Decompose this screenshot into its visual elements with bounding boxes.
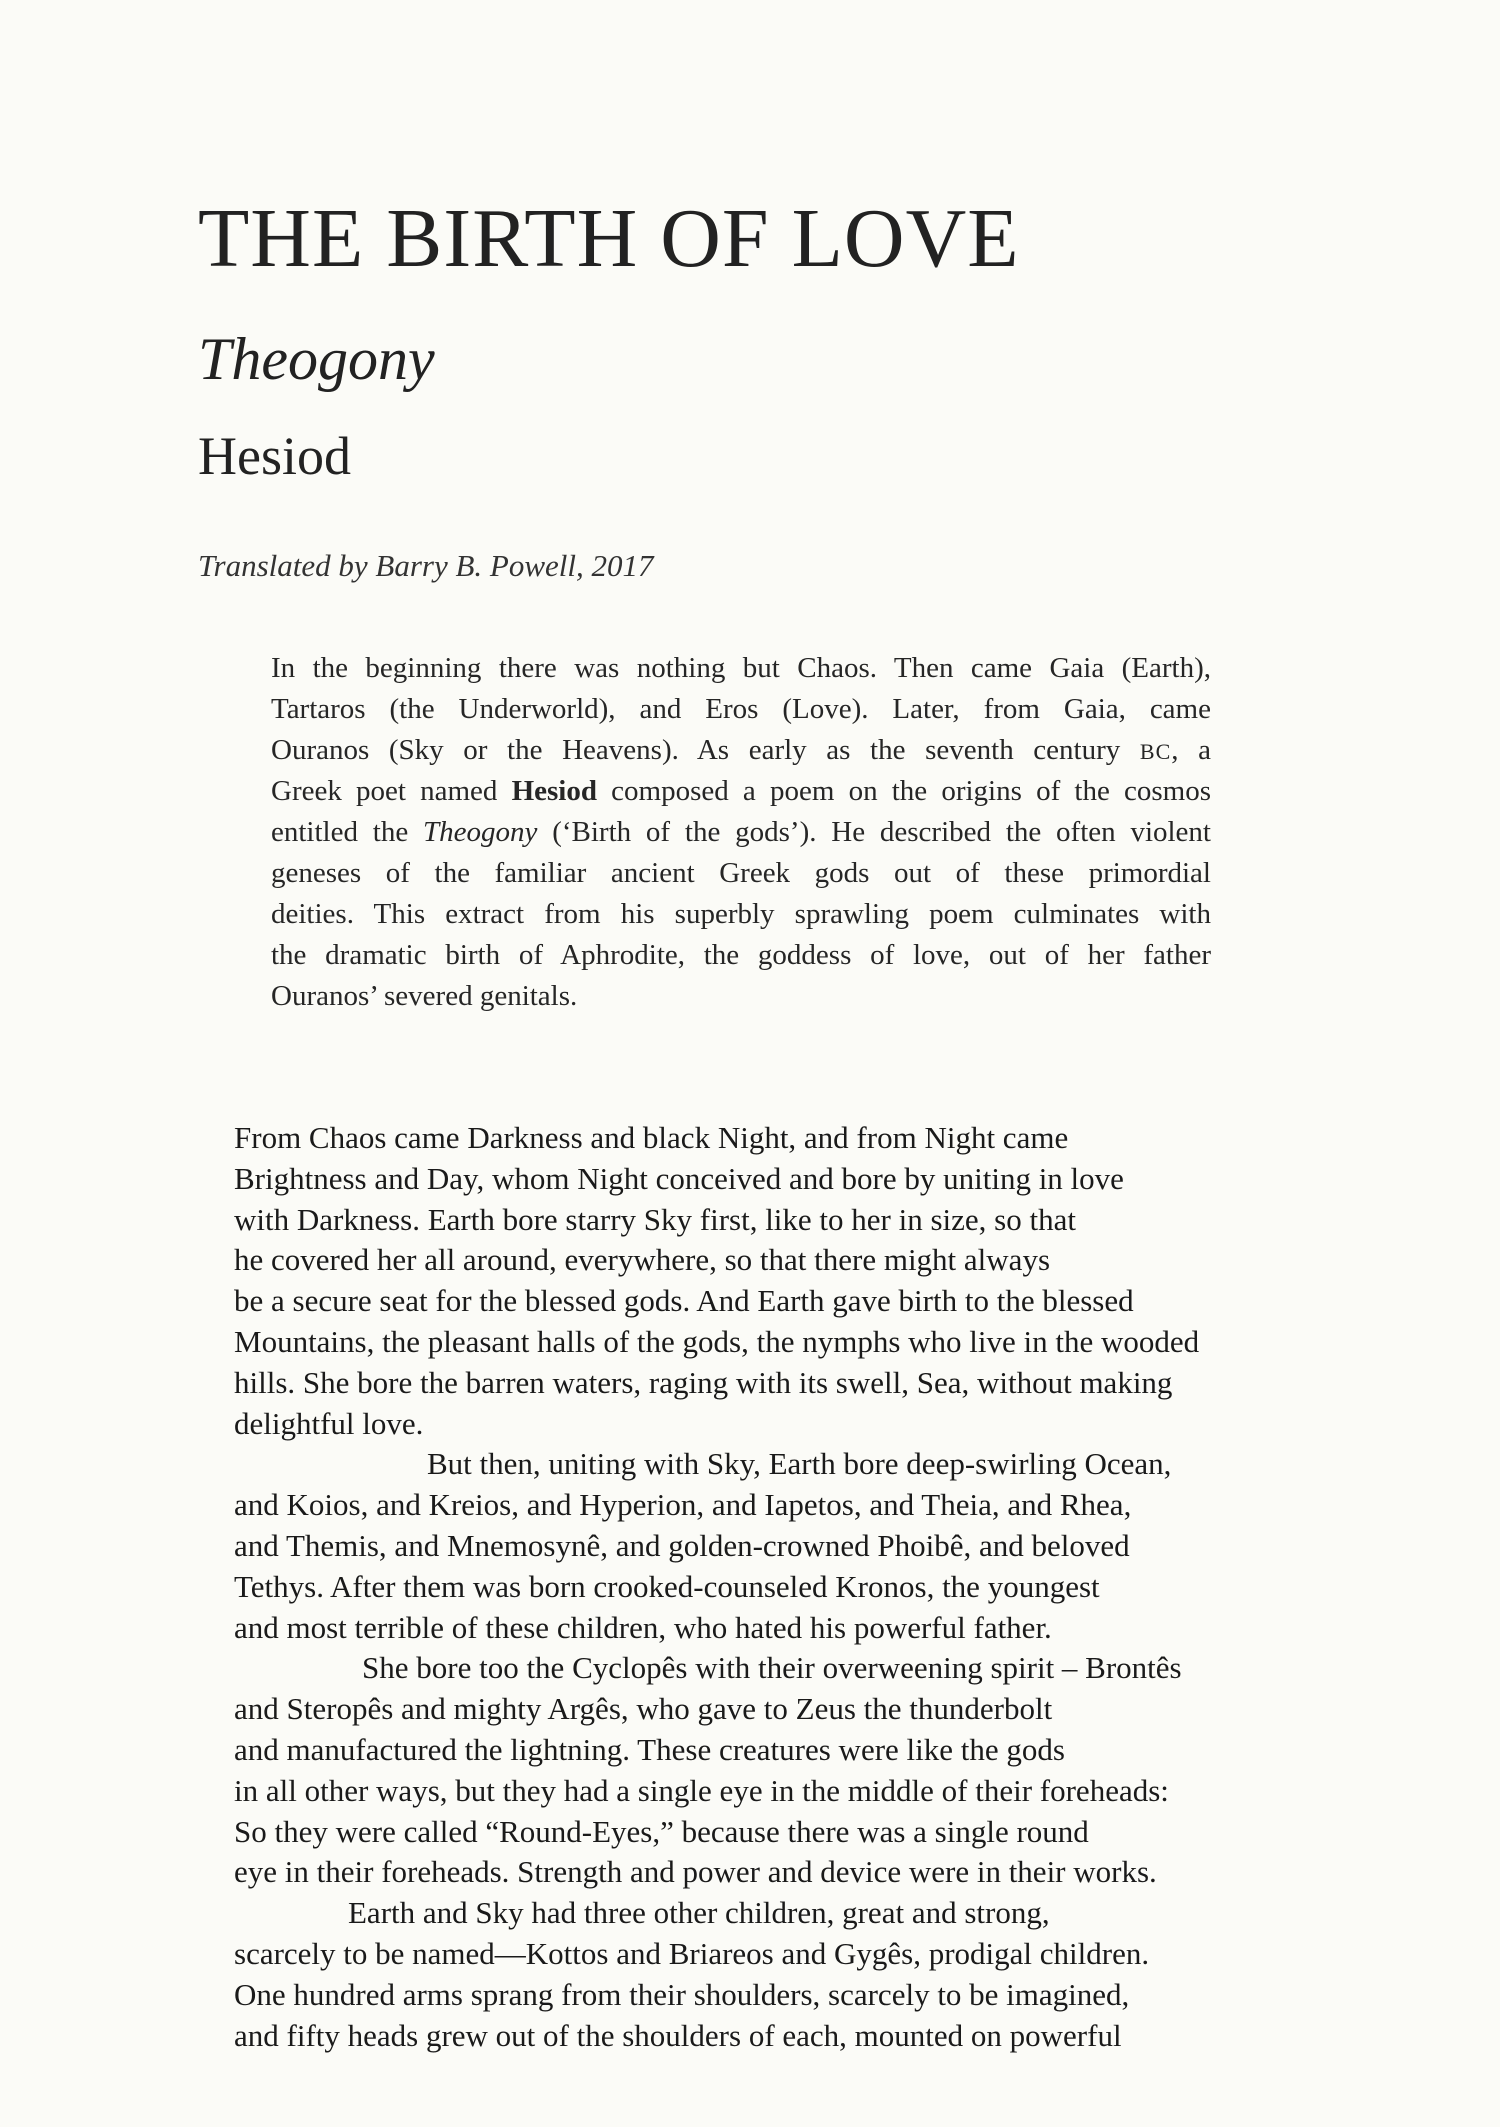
poem-line: But then, uniting with Sky, Earth bore deep-swirling Ocean, — [427, 1446, 1172, 1482]
intro-text: , a — [1171, 734, 1211, 766]
chapter-title: THE BIRTH OF LOVE — [198, 192, 1020, 285]
poem-line: Earth and Sky had three other children, great and strong, — [348, 1895, 1050, 1931]
intro-line: Tartaros (the Underworld), and Eros (Love). Later, from Gaia, came — [271, 693, 1211, 725]
intro-text: (‘Birth of the gods’). He described the often violent — [537, 816, 1211, 848]
translator-credit: Translated by Barry B. Powell, 2017 — [198, 548, 654, 583]
poem-text — [234, 1118, 1314, 2056]
poem-line: delightful love. — [234, 1405, 424, 1441]
work-title-reference: Theogony — [423, 816, 538, 848]
poem-line: he covered her all around, everywhere, so that there might always — [234, 1242, 1051, 1278]
author-name: Hesiod — [198, 426, 351, 486]
poem-line: be a secure seat for the blessed gods. And Earth gave birth to the blessed — [234, 1283, 1134, 1319]
intro-line — [271, 771, 1211, 812]
work-title: Theogony — [198, 326, 435, 392]
poem-line: hills. She bore the barren waters, raging with its swell, Sea, without making — [234, 1364, 1173, 1400]
poem-line: and most terrible of these children, who hated his powerful father. — [234, 1609, 1052, 1645]
poem-line: and Koios, and Kreios, and Hyperion, and Iapetos, and Theia, and Rhea, — [234, 1487, 1132, 1523]
intro-line: In the beginning there was nothing but Chaos. Then came Gaia (Earth), — [271, 652, 1211, 684]
poem-line: and fifty heads grew out of the shoulders of each, mounted on powerful — [234, 2017, 1122, 2053]
intro-line — [271, 812, 1211, 853]
intro-line: Ouranos’ severed genitals. — [271, 980, 578, 1012]
intro-line: deities. This extract from his superbly sprawling poem culminates with — [271, 898, 1211, 930]
intro-text: composed a poem on the origins of the cosmos — [597, 775, 1211, 807]
poem-line: Mountains, the pleasant halls of the gods, the nymphs who live in the wooded — [234, 1323, 1200, 1359]
poem-line: with Darkness. Earth bore starry Sky first, like to her in size, so that — [234, 1201, 1076, 1237]
poem-line: Tethys. After them was born crooked-counseled Kronos, the youngest — [234, 1568, 1100, 1604]
intro-text: entitled the — [271, 816, 424, 848]
intro-text: Greek poet named — [271, 775, 512, 807]
poem-line: From Chaos came Darkness and black Night, and from Night came — [234, 1120, 1069, 1155]
introduction — [271, 648, 1211, 1017]
poem-line: and Themis, and Mnemosynê, and golden-crowned Phoibê, and beloved — [234, 1527, 1130, 1563]
intro-line — [271, 730, 1211, 771]
poem-line: Brightness and Day, whom Night conceived and bore by uniting in love — [234, 1160, 1124, 1196]
poem-line: eye in their foreheads. Strength and power and device were in their works. — [234, 1854, 1157, 1890]
highlighted-name: Hesiod — [511, 775, 597, 807]
poem-line: She bore too the Cyclopês with their overweening spirit – Brontês — [362, 1650, 1182, 1686]
poem-line: So they were called “Round-Eyes,” because there was a single round — [234, 1813, 1089, 1849]
poem-line: and manufactured the lightning. These creatures were like the gods — [234, 1731, 1065, 1767]
poem-line: scarcely to be named—Kottos and Briareos and Gygês, prodigal children. — [234, 1935, 1150, 1971]
poem-line: and Steropês and mighty Argês, who gave to Zeus the thunderbolt — [234, 1691, 1053, 1727]
intro-line: geneses of the familiar ancient Greek gods out of these primordial — [271, 857, 1211, 889]
intro-text: Ouranos (Sky or the Heavens). As early as the seventh century — [271, 734, 1140, 766]
era-abbreviation: BC — [1139, 739, 1172, 764]
intro-line: the dramatic birth of Aphrodite, the goddess of love, out of her father — [271, 939, 1211, 971]
poem-line: One hundred arms sprang from their shoulders, scarcely to be imagined, — [234, 1976, 1130, 2012]
poem-line: in all other ways, but they had a single eye in the middle of their foreheads: — [234, 1772, 1169, 1808]
